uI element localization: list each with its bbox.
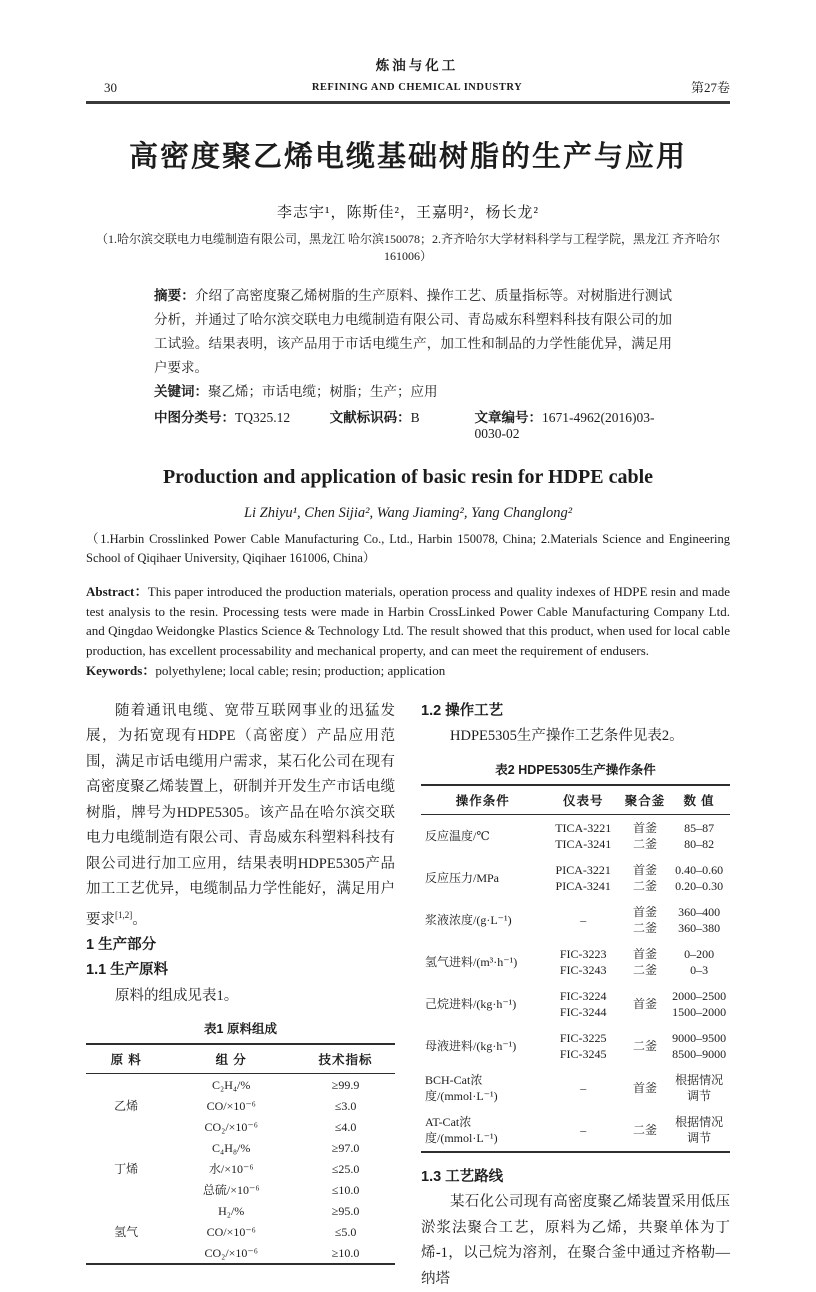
table2-cell-line: 0–3 <box>670 962 728 978</box>
table1-cell: ≥10.0 <box>296 1242 395 1264</box>
table1-cell: ≤5.0 <box>296 1221 395 1242</box>
table1-cell: H₂/% <box>166 1200 296 1221</box>
table2-instrument-cell <box>545 857 622 899</box>
table2-value-cell <box>668 1025 730 1067</box>
table2-operating-conditions <box>421 784 730 1153</box>
table2-condition-cell: 母液进料/(kg·h⁻¹) <box>421 1025 545 1067</box>
table2-cell-line: 根据情况调节 <box>670 1114 728 1146</box>
table2-row <box>421 899 730 941</box>
keywords-en-label: Keywords： <box>86 663 155 678</box>
article-id: 文章编号：1671-4962(2016)03-0030-02 <box>474 406 672 442</box>
table2-kettle-cell <box>622 1109 668 1152</box>
table1-cell: ≤3.0 <box>296 1095 395 1116</box>
table2-header-cell: 操作条件 <box>421 785 545 815</box>
table2-cell-line: 8500–9000 <box>670 1046 728 1062</box>
table2-cell-line: 首釜 <box>624 996 666 1012</box>
abstract-cn <box>154 284 672 404</box>
table2-instrument-cell <box>545 899 622 941</box>
table2-kettle-cell <box>622 941 668 983</box>
table2-row <box>421 857 730 899</box>
table1-cell: ≤25.0 <box>296 1158 395 1179</box>
table2-condition-cell: 己烷进料/(kg·h⁻¹) <box>421 983 545 1025</box>
table2-header-cell: 数 值 <box>668 785 730 815</box>
table2-cell-line: PICA-3241 <box>547 878 620 894</box>
table1-row <box>86 1074 395 1096</box>
table2-cell-line: 根据情况调节 <box>670 1072 728 1104</box>
table1-cell: 总硫/×10⁻⁶ <box>166 1179 296 1200</box>
journal-header <box>86 56 730 104</box>
table2-value-cell <box>668 857 730 899</box>
table2-row <box>421 1067 730 1109</box>
table2-cell-line: 首釜 <box>624 862 666 878</box>
table2-cell-line: 1500–2000 <box>670 1004 728 1020</box>
section-1-heading: 1 生产部分 <box>86 933 395 959</box>
table1-cell: CO₂/×10⁻⁶ <box>166 1116 296 1137</box>
document-code: 文献标识码：B <box>330 406 475 442</box>
table2-cell-line: TICA-3241 <box>547 836 620 852</box>
table2-condition-cell: 氢气进料/(m³·h⁻¹) <box>421 941 545 983</box>
table2-condition-cell: 浆液浓度/(g·L⁻¹) <box>421 899 545 941</box>
table2-value-cell <box>668 814 730 857</box>
table1-header-cell: 原 料 <box>86 1044 166 1074</box>
volume-label: 第27卷 <box>660 77 730 96</box>
table2-row <box>421 814 730 857</box>
table2-condition-cell: 反应温度/℃ <box>421 814 545 857</box>
article-title-en: Production and application of basic resin for HDPE cable <box>86 466 730 489</box>
page-number: 30 <box>86 80 174 96</box>
citation-ref: [1,2] <box>115 910 132 920</box>
table2-title: 表2 HDPE5305生产操作条件 <box>421 760 730 778</box>
table2-cell-line: 二釜 <box>624 920 666 936</box>
table2-kettle-cell <box>622 1067 668 1109</box>
table2-kettle-cell <box>622 1025 668 1067</box>
table2-cell-line: 首釜 <box>624 820 666 836</box>
section-1-2-heading: 1.2 操作工艺 <box>421 699 730 725</box>
table1-cell: ≥95.0 <box>296 1200 395 1221</box>
journal-title-cn: 炼油与化工 <box>376 58 459 73</box>
table1-cell: CO/×10⁻⁶ <box>166 1095 296 1116</box>
right-column <box>421 699 730 1292</box>
table2-cell-line: 360–400 <box>670 904 728 920</box>
table1-row <box>86 1200 395 1221</box>
table2-cell-line: FIC-3223 <box>547 946 620 962</box>
table2-kettle-cell <box>622 983 668 1025</box>
table2-cell-line: 首釜 <box>624 946 666 962</box>
table1-cell: CO₂/×10⁻⁶ <box>166 1242 296 1264</box>
table2-instrument-cell <box>545 1025 622 1067</box>
table1-row <box>86 1137 395 1158</box>
table2-cell-line: 首釜 <box>624 1080 666 1096</box>
table2-cell-line: 二釜 <box>624 878 666 894</box>
article-title-cn: 高密度聚乙烯电缆基础树脂的生产与应用 <box>86 134 730 175</box>
table2-cell-line: 85–87 <box>670 820 728 836</box>
table2-cell-line: FIC-3243 <box>547 962 620 978</box>
abstract-en: Abstract：This paper introduced the production materials, operation process and quality indexes of HDPE resin and made test analysis to the resin. Processing tests were made in Harbin CrossLinked Power Cable Manufacturing Company Ltd. and Qingdao Weidongke Plastics Science & Technology Ltd. The result showed that this product, when used for local cable production, has excellent processability and mechanical property, and can meet the requirement of endusers. <box>86 582 730 660</box>
table1-title: 表1 原料组成 <box>86 1019 395 1037</box>
table2-instrument-cell <box>545 941 622 983</box>
table1-header-cell: 技术指标 <box>296 1044 395 1074</box>
table2-cell-line: FIC-3245 <box>547 1046 620 1062</box>
keywords-cn: 关键词：聚乙烯；市话电缆；树脂；生产；应用 <box>154 380 672 404</box>
section-1-3-text: 某石化公司现有高密度聚乙烯装置采用低压淤浆法聚合工艺，原料为乙烯，共聚单体为丁烯-1，以己烷为溶剂，在聚合釜中通过齐格勒—纳塔 <box>421 1190 730 1292</box>
table2-cell-line: 2000–2500 <box>670 988 728 1004</box>
section-1-1-heading: 1.1 生产原料 <box>86 958 395 984</box>
table2-header-cell: 聚合釜 <box>622 785 668 815</box>
table2-condition-cell: AT-Cat浓度/(mmol·L⁻¹) <box>421 1109 545 1152</box>
two-column-body <box>86 699 730 1292</box>
table2-value-cell <box>668 1109 730 1152</box>
table2-cell-line: PICA-3221 <box>547 862 620 878</box>
table2-cell-line: TICA-3221 <box>547 820 620 836</box>
affiliation-en: （1.Harbin Crosslinked Power Cable Manufacturing Co., Ltd., Harbin 150078, China; 2.Materials Science and Engineering School of Qiqihaer University, Qiqihaer 161006, China） <box>86 530 730 568</box>
table2-row <box>421 1025 730 1067</box>
table1-cell: ≤4.0 <box>296 1116 395 1137</box>
table1-material-cell: 氢气 <box>86 1200 166 1264</box>
keywords-en: Keywords：polyethylene; local cable; resin; production; application <box>86 661 730 681</box>
table1-header-cell: 组 分 <box>166 1044 296 1074</box>
table2-cell-line: 9000–9500 <box>670 1030 728 1046</box>
article-meta <box>154 406 672 442</box>
section-1-3-heading: 1.3 工艺路线 <box>421 1165 730 1191</box>
table2-cell-line: 0.20–0.30 <box>670 878 728 894</box>
abstract-cn-label: 摘要： <box>154 288 195 303</box>
table2-cell-line: – <box>547 1122 620 1138</box>
table2-cell-line: 二釜 <box>624 962 666 978</box>
keywords-cn-label: 关键词： <box>154 384 208 399</box>
table2-value-cell <box>668 941 730 983</box>
table1-material-cell: 丁烯 <box>86 1137 166 1200</box>
table2-cell-line: 首釜 <box>624 904 666 920</box>
table2-value-cell <box>668 1067 730 1109</box>
table2-header-cell: 仪表号 <box>545 785 622 815</box>
table1-cell: ≥97.0 <box>296 1137 395 1158</box>
intro-paragraph: 随着通讯电缆、宽带互联网事业的迅猛发展，为拓宽现有HDPE（高密度）产品应用范围，满足市话电缆用户需求，某石化公司在现有高密度聚乙烯装置上，研制并开发生产市话电缆树脂，牌号为HDPE5305。该产品在哈尔滨交联电力电缆制造有限公司、青岛威东科塑料科技有限公司进行加工应用，结果表明HDPE5305产品加工工艺优异，电缆制品力学性能好，满足用户要求[1,2]。 <box>86 699 395 933</box>
table1-cell: CO/×10⁻⁶ <box>166 1221 296 1242</box>
table2-instrument-cell <box>545 814 622 857</box>
table2-cell-line: 0.40–0.60 <box>670 862 728 878</box>
table2-cell-line: FIC-3224 <box>547 988 620 1004</box>
table2-cell-line: – <box>547 912 620 928</box>
table2-row <box>421 983 730 1025</box>
table2-cell-line: – <box>547 1080 620 1096</box>
journal-title-en: REFINING AND CHEMICAL INDUSTRY <box>312 82 522 93</box>
clc-number: 中图分类号：TQ325.12 <box>154 406 330 442</box>
table2-value-cell <box>668 983 730 1025</box>
section-1-1-text: 原料的组成见表1。 <box>86 984 395 1010</box>
table1-cell: C₂H₄/% <box>166 1074 296 1096</box>
abstract-cn-text: 摘要：介绍了高密度聚乙烯树脂的生产原料、操作工艺、质量指标等。对树脂进行测试分析，并通过了哈尔滨交联电力电缆制造有限公司、青岛威东科塑料科技有限公司的加工试验。结果表明，该产品用于市话电缆生产，加工性和制品的力学性能优异，满足用户要求。 <box>154 284 672 380</box>
table2-condition-cell: BCH-Cat浓度/(mmol·L⁻¹) <box>421 1067 545 1109</box>
abstract-en-label: Abstract： <box>86 584 148 599</box>
section-1-2-text: HDPE5305生产操作工艺条件见表2。 <box>421 724 730 750</box>
table2-condition-cell: 反应压力/MPa <box>421 857 545 899</box>
authors-en: Li Zhiyu¹, Chen Sijia², Wang Jiaming², Yang Changlong² <box>86 505 730 522</box>
table2-cell-line: 二釜 <box>624 836 666 852</box>
journal-title-block <box>174 56 660 96</box>
authors-cn: 李志宇¹，陈斯佳²，王嘉明²，杨长龙² <box>86 201 730 222</box>
table1-cell: ≥99.9 <box>296 1074 395 1096</box>
table1-raw-materials <box>86 1043 395 1265</box>
table2-cell-line: 360–380 <box>670 920 728 936</box>
table2-cell-line: 80–82 <box>670 836 728 852</box>
paper-page <box>0 56 816 1292</box>
table2-cell-line: 二釜 <box>624 1038 666 1054</box>
table2-kettle-cell <box>622 814 668 857</box>
table2-kettle-cell <box>622 857 668 899</box>
table2-value-cell <box>668 899 730 941</box>
table2-cell-line: FIC-3225 <box>547 1030 620 1046</box>
table2-cell-line: 0–200 <box>670 946 728 962</box>
table1-cell: ≤10.0 <box>296 1179 395 1200</box>
table1-cell: 水/×10⁻⁶ <box>166 1158 296 1179</box>
table2-row <box>421 941 730 983</box>
table2-row <box>421 1109 730 1152</box>
table1-cell: C₄H₈/% <box>166 1137 296 1158</box>
table2-instrument-cell <box>545 1109 622 1152</box>
table2-kettle-cell <box>622 899 668 941</box>
table1-material-cell: 乙烯 <box>86 1074 166 1138</box>
table2-cell-line: FIC-3244 <box>547 1004 620 1020</box>
left-column <box>86 699 395 1292</box>
table2-instrument-cell <box>545 983 622 1025</box>
affiliation-cn: （1.哈尔滨交联电力电缆制造有限公司，黑龙江 哈尔滨150078；2.齐齐哈尔大学材料科学与工程学院，黑龙江 齐齐哈尔161006） <box>86 230 730 264</box>
table2-cell-line: 二釜 <box>624 1122 666 1138</box>
table2-instrument-cell <box>545 1067 622 1109</box>
